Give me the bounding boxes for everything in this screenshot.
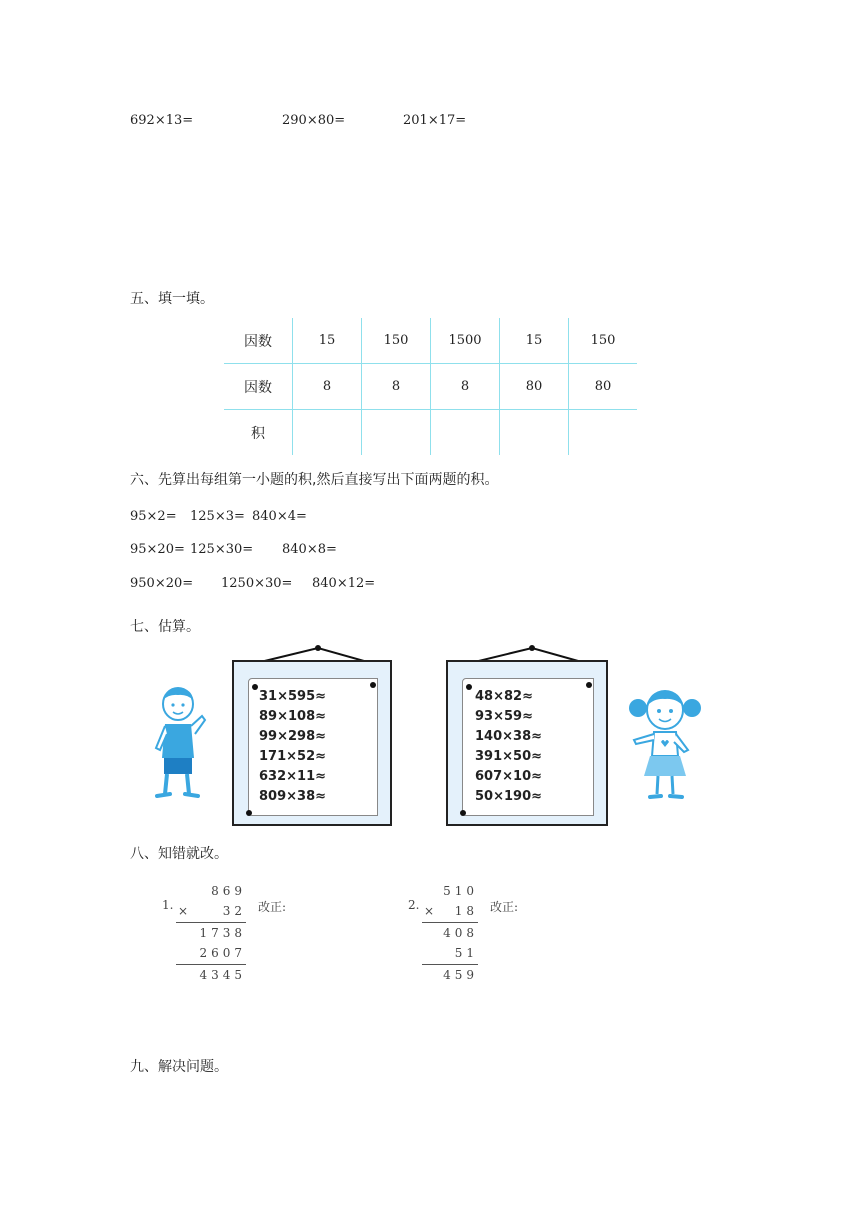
result: 459 [443,968,478,982]
section6-title: 六、先算出每组第一小题的积,然后直接写出下面两题的积。 [130,472,499,488]
multiplicand: 869 [211,884,246,898]
divider-line [422,964,478,965]
result: 4345 [199,968,246,982]
vertical-calc-2 [408,884,484,984]
answer-cell[interactable] [293,410,362,456]
table-cell: 150 [362,318,431,364]
problem-number: 1. [162,898,174,912]
section9-title: 九、解决问题。 [130,1059,228,1075]
estimate-item: 31×595≈ [259,689,327,704]
table-cell: 8 [362,364,431,410]
calc-item: 125×3= [190,509,245,524]
calc-692x13: 692×13= [130,113,194,128]
vertical-calc-1 [162,884,252,984]
divider-line [422,922,478,923]
partial-product: 2607 [199,946,246,960]
pin-icon [460,810,466,816]
multiplier: 18 [454,904,478,918]
estimate-item: 48×82≈ [475,689,533,704]
table-cell: 80 [500,364,569,410]
pin-icon [586,682,592,688]
multiplicand: 510 [443,884,478,898]
divider-line [176,922,246,923]
calc-item: 95×2= [130,509,177,524]
estimate-item: 809×38≈ [259,789,327,804]
left-paper [248,678,378,816]
estimate-item: 632×11≈ [259,769,327,784]
correction-label: 改正: [258,900,287,914]
answer-cell[interactable] [362,410,431,456]
estimate-item: 89×108≈ [259,709,327,724]
table-cell: 80 [569,364,638,410]
table-cell: 150 [569,318,638,364]
left-estimate-board [232,660,392,826]
divider-line [176,964,246,965]
section7-title: 七、估算。 [130,619,200,635]
estimate-item: 171×52≈ [259,749,327,764]
pin-icon [370,682,376,688]
table-cell: 15 [500,318,569,364]
row-label: 因数 [224,364,293,410]
calc-item: 1250×30= [221,576,293,591]
partial-product: 408 [443,926,478,940]
section8-title: 八、知错就改。 [130,846,228,862]
right-paper [462,678,594,816]
pin-icon [466,684,472,690]
boy-illustration [152,686,208,804]
answer-cell[interactable] [569,410,638,456]
table-row [224,318,637,364]
pin-icon [246,810,252,816]
answer-cell[interactable] [500,410,569,456]
row-label: 因数 [224,318,293,364]
estimate-item: 93×59≈ [475,709,533,724]
problem-number: 2. [408,898,420,912]
correction-label: 改正: [490,900,519,914]
right-estimate-board [446,660,608,826]
times-sign: × [178,904,189,918]
partial-product: 1738 [199,926,246,940]
fill-table [224,318,637,455]
girl-illustration [626,686,706,804]
pin-icon [252,684,258,690]
estimate-item: 391×50≈ [475,749,543,764]
table-cell: 8 [431,364,500,410]
calc-item: 840×8= [282,542,337,557]
multiplier: 32 [222,904,246,918]
estimate-item: 50×190≈ [475,789,543,804]
estimate-item: 99×298≈ [259,729,327,744]
table-cell: 8 [293,364,362,410]
partial-product: 51 [454,946,478,960]
estimate-item: 140×38≈ [475,729,543,744]
answer-cell[interactable] [431,410,500,456]
table-row [224,364,637,410]
table-row [224,410,637,456]
section5-title: 五、填一填。 [130,291,214,307]
row-label: 积 [251,425,265,442]
calc-290x80: 290×80= [282,113,346,128]
calc-item: 95×20= [130,542,185,557]
calc-item: 950×20= [130,576,194,591]
table-cell: 1500 [431,318,500,364]
calc-item: 840×4= [252,509,307,524]
times-sign: × [424,904,435,918]
estimate-item: 607×10≈ [475,769,543,784]
calc-item: 125×30= [190,542,254,557]
table-cell: 15 [293,318,362,364]
calc-item: 840×12= [312,576,376,591]
calc-201x17: 201×17= [403,113,467,128]
